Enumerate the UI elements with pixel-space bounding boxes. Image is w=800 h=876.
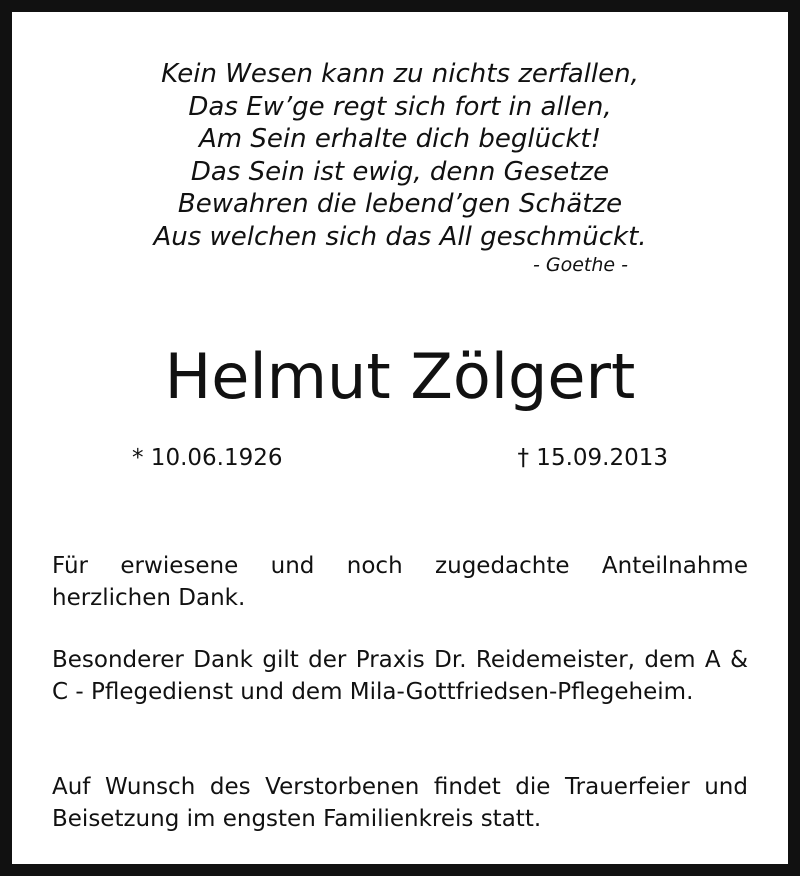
poem-line: Bewahren die lebend’gen Schätze — [177, 189, 623, 219]
death-date: † 15.09.2013 — [517, 445, 668, 471]
poem-line: Am Sein erhalte dich beglückt! — [198, 124, 602, 154]
special-thanks-paragraph: Besonderer Dank gilt der Praxis Dr. Reidemeister, dem A & C - Pflegedienst und dem Mila-Gottfriedsen-Pflegeheim. — [52, 647, 748, 705]
poem-line: Aus welchen sich das All geschmückt. — [153, 221, 647, 252]
poem-author: - Goethe - — [532, 254, 628, 276]
deceased-name: Helmut Zölgert — [164, 340, 636, 413]
poem-line: Kein Wesen kann zu nichts zerfallen, — [161, 59, 639, 89]
poem-line: Das Ew’ge regt sich fort in allen, — [188, 91, 612, 122]
birth-date: * 10.06.1926 — [132, 445, 283, 471]
poem — [12, 58, 788, 253]
poem-line: Das Sein ist ewig, denn Gesetze — [190, 156, 610, 187]
thanks-paragraph: Für erwiesene und noch zugedachte Anteilnahme herzlichen Dank. — [52, 553, 748, 611]
funeral-notice-paragraph: Auf Wunsch des Verstorbenen findet die Trauerfeier und Beisetzung im engsten Familienkreis statt. — [52, 774, 748, 832]
